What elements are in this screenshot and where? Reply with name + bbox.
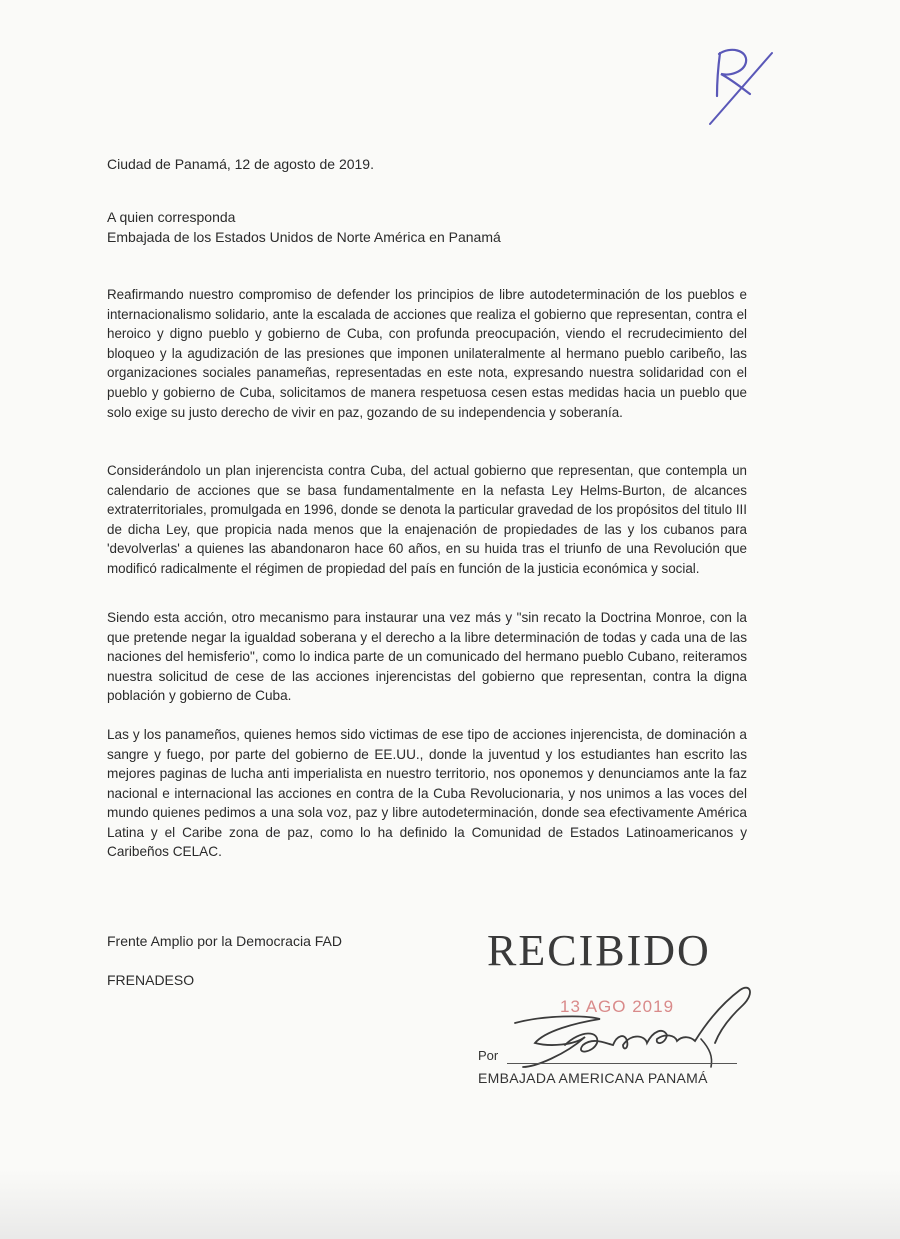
received-stamp-date: 13 AGO 2019 [560,997,675,1016]
handwritten-initial-mark [690,28,790,138]
received-stamp-office: EMBAJADA AMERICANA PANAMÁ [478,1070,708,1086]
received-stamp-signature-line [507,1063,737,1064]
body-paragraph-3: Siendo esta acción, otro mecanismo para instaurar una vez más y "sin recato la Doctrina Monroe, con la que pretende negar la igualdad soberana y el derecho a la libre determinación de todas y cada una de las naciones del hemisferio", como lo indica parte de un comunicado del hermano pueblo Cubano, reiteramos nuestra solicitud de cese de las acciones injerencistas del gobierno que representan, contra la digna población y gobierno de Cuba. [107,610,747,703]
recipient-block [107,207,501,247]
recipient-salutation: A quien corresponda [107,209,236,225]
scan-bottom-shadow [0,1169,900,1239]
handwritten-signature [505,975,765,1075]
body-paragraph-2: Considerándolo un plan injerencista contra Cuba, del actual gobierno que representan, que contempla un calendario de acciones que se basa fundamentalmente en la nefasta Ley Helms-Burton, de alcances extraterritoriales, promulgada en 1996, donde se denota la particular gravedad de los propósitos del titulo III de dicha Ley, que propicia nada menos que la enajenación de propiedades de las y los cubanos para 'devolverlas' a quienes las abandonaron hace 60 años, en su huida tras el triunfo de una Revolución que modificó radicalmente el régimen de propiedad del país en función de la justicia económica y social. [107,463,747,576]
letter-date: Ciudad de Panamá, 12 de agosto de 2019. [107,156,374,172]
body-paragraph-4: Las y los panameños, quienes hemos sido victimas de ese tipo de acciones injerencista, de dominación a sangre y fuego, por parte del gobierno de EE.UU., donde la juventud y los estudiantes han escrito las mejores paginas de lucha anti imperialista en nuestro territorio, nos oponemos y denunciamos ante la faz nacional e internacional las acciones en contra de la Cuba Revolucionaria, y nos unimos a las voces del mundo quienes pedimos a una sola voz, paz y libre autodeterminación, donde sea efectivamente América Latina y el Caribe zona de paz, como lo ha definido la Comunidad de Estados Latinoamericanos y Caribeños CELAC. [107,727,747,859]
received-stamp-title: RECIBIDO [487,926,711,975]
signatory-frenadeso: FRENADESO [107,972,195,988]
recipient-embassy: Embajada de los Estados Unidos de Norte América en Panamá [107,229,501,245]
body-paragraph-1: Reafirmando nuestro compromiso de defender los principios de libre autodeterminación de los pueblos e internacionalismo solidario, ante la escalada de acciones que realiza el gobierno que representan, contra el heroico y digno pueblo y gobierno de Cuba, con profunda preocupación, viendo el recrudecimiento del bloqueo y la agudización de las presiones que imponen unilateralmente al hermano pueblo caribeño, las organizaciones sociales panameñas, representadas en este nota, expresando nuestra solidaridad con el pueblo y gobierno de Cuba, solicitamos de manera respetuosa cesen estas medidas hacia un pueblo que solo exige su justo derecho de vivir en paz, gozando de su independencia y soberanía. [107,287,747,420]
received-stamp-by-label: Por [478,1048,499,1063]
signatory-fad: Frente Amplio por la Democracia FAD [107,933,342,949]
